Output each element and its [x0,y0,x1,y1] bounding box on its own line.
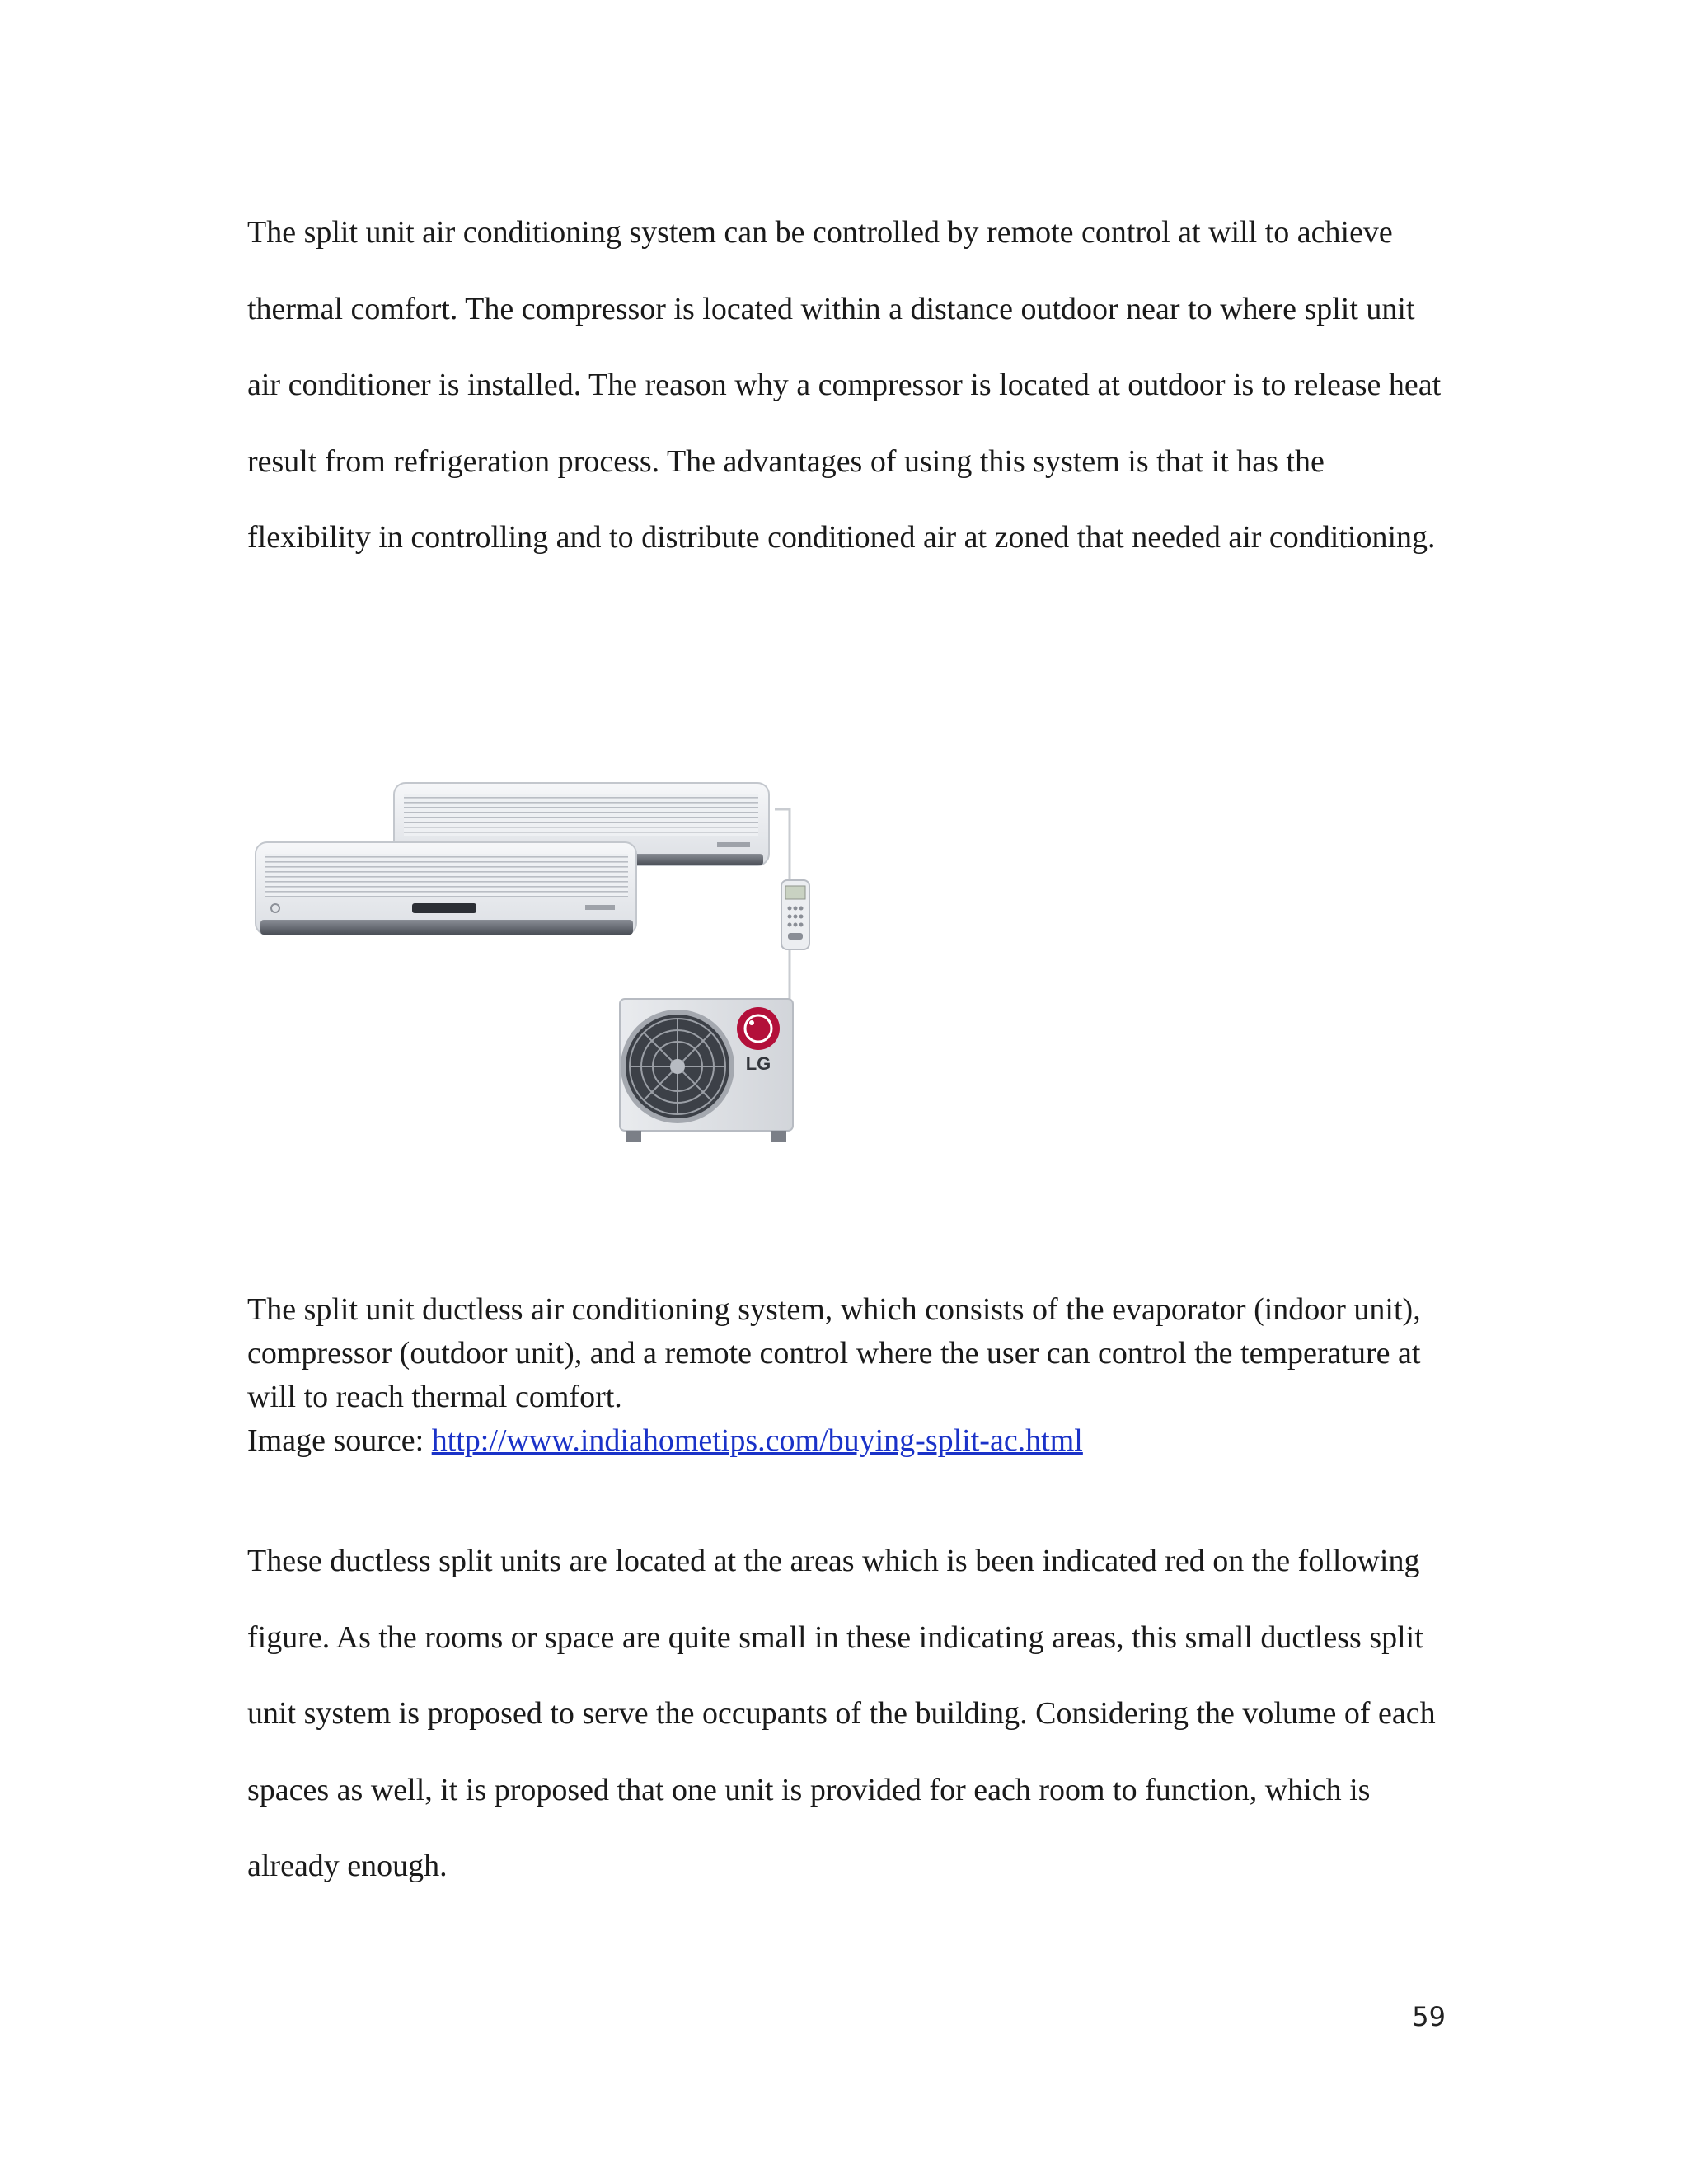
remote-control [781,880,809,949]
caption-text: The split unit ductless air conditioning system, which consists of the evaporator (indoor unit), compressor (outdoor unit), and a remote control where the user can control the temperature at will to reach thermal comfort. [247,1292,1421,1414]
intro-paragraph: The split unit air conditioning system can be controlled by remote control at will to achieve thermal comfort. The compressor is located within a distance outdoor near to where split unit air conditioner is installed. The reason why a compressor is located at outdoor is to release heat result from refrigeration process. The advantages of using this system is that it has the flexibility in controlling and to distribute conditioned air at zoned that needed air conditioning. [247,215,1442,555]
location-paragraph: These ductless split units are located at the areas which is been indicated red on the following figure. As the rooms or space are quite small in these indicating areas, this small ductless split unit system is proposed to serve the occupants of the building. Considering the volume of each spaces as well, it is proposed that one unit is provided for each room to function, which is already enough. [247,1544,1436,1883]
image-source-label: Image source: [247,1423,432,1458]
split-ac-figure [247,775,841,1170]
figure-caption [247,1288,1451,1463]
indoor-unit-front [256,842,636,935]
page-number: 59 [1412,2001,1446,2032]
outdoor-unit [620,999,793,1142]
lg-logo-text: LG [745,1053,771,1074]
image-source-link[interactable]: http://www.indiahometips.com/buying-split-ac.html [431,1423,1083,1458]
split-ac-illustration [247,775,841,1170]
